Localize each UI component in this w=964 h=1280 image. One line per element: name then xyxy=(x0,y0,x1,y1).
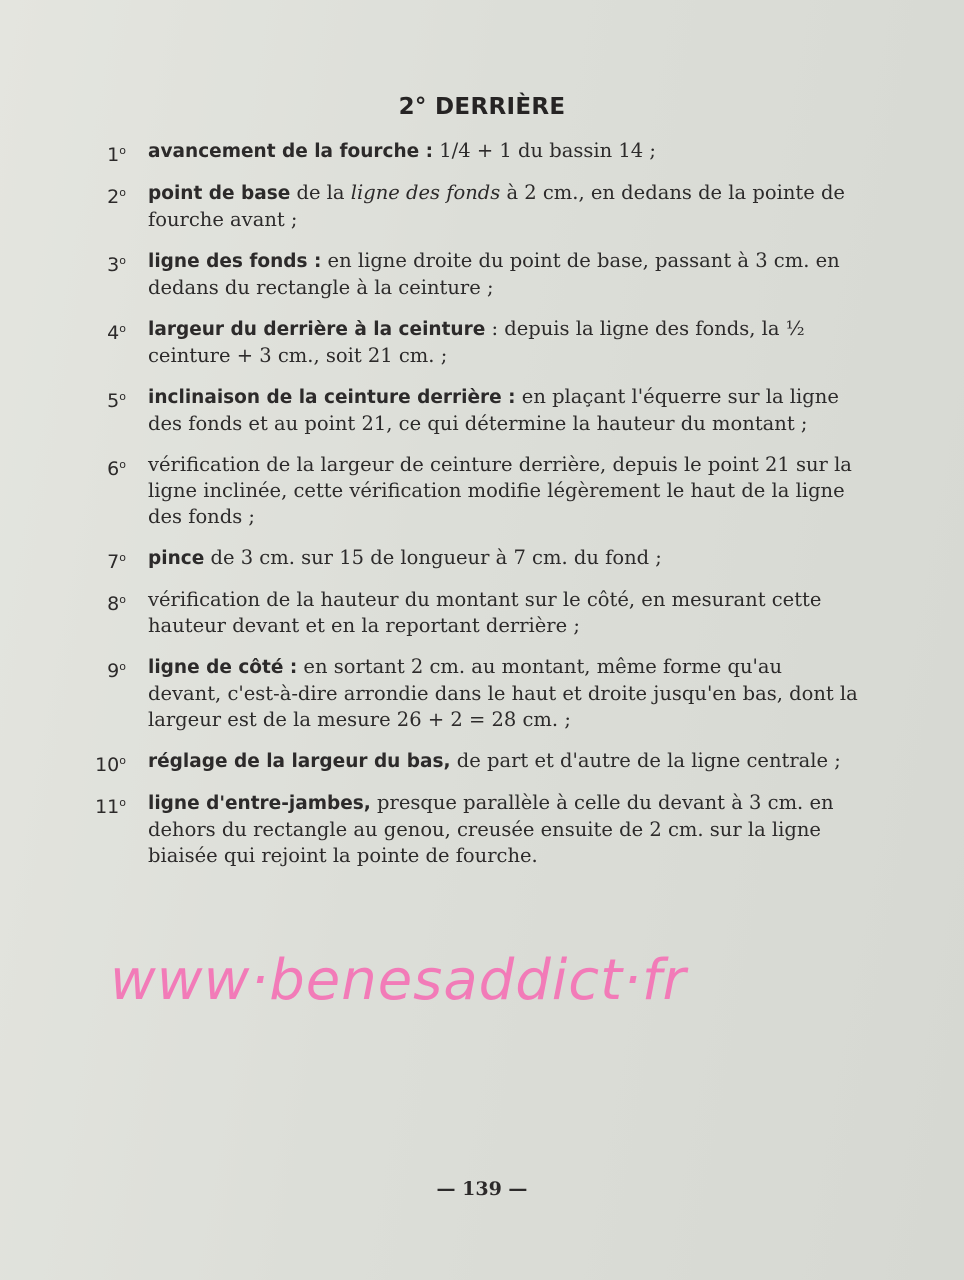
list-item xyxy=(70,545,860,572)
item-text: : depuis la ligne des fonds, la ½ ceinture + 3 cm., soit 21 cm. ; xyxy=(148,317,805,367)
page-number: — 139 — xyxy=(436,1178,528,1200)
item-text: presque parallèle à celle du devant à 3 cm. en dehors du rectangle au genou, creusée ensuite de 2 cm. sur la ligne biaisée qui rejoint la pointe de fourche. xyxy=(148,791,834,867)
item-number: 9$^o$ xyxy=(107,660,126,682)
item-number: 11$^o$ xyxy=(95,796,126,818)
item-number: 1$^o$ xyxy=(107,144,126,166)
item-keyword: ligne des fonds : xyxy=(148,251,322,272)
item-keyword: ligne d'entre-jambes, xyxy=(148,793,371,814)
item-text: en ligne droite du point de base, passant à 3 cm. en dedans du rectangle à la ceinture ; xyxy=(148,249,840,299)
list-item xyxy=(70,180,860,233)
list-item xyxy=(70,654,860,733)
item-number: 8$^o$ xyxy=(107,593,126,615)
list-item xyxy=(70,452,860,530)
list-item xyxy=(70,748,860,775)
list-item xyxy=(70,138,860,165)
item-text: de la xyxy=(290,181,351,204)
item-number: 2$^o$ xyxy=(107,186,126,208)
item-number: 4$^o$ xyxy=(107,322,126,344)
list-item xyxy=(70,384,860,437)
item-text: vérification de la hauteur du montant sur le côté, en mesurant cette hauteur devant et en la reportant derrière ; xyxy=(148,588,822,637)
item-number: 7$^o$ xyxy=(107,551,126,573)
item-text: 1/4 + 1 du bassin 14 ; xyxy=(433,139,656,162)
item-text: à 2 cm., en dedans de la pointe de fourche avant ; xyxy=(148,181,845,231)
list-item xyxy=(70,248,860,301)
item-keyword: pince xyxy=(148,548,205,569)
item-keyword: largeur du derrière à la ceinture xyxy=(148,319,486,340)
item-text: en plaçant l'équerre sur la ligne des fonds et au point 21, ce qui détermine la hauteur du montant ; xyxy=(148,385,839,435)
item-text: de 3 cm. sur 15 de longueur à 7 cm. du fond ; xyxy=(204,546,662,569)
list-item xyxy=(70,587,860,639)
item-number: 5$^o$ xyxy=(107,390,126,412)
section-title: 2° DERRIÈRE xyxy=(398,94,566,120)
item-number: 10$^o$ xyxy=(95,754,126,776)
item-keyword: ligne de côté : xyxy=(148,657,298,678)
item-italic: ligne des fonds xyxy=(350,181,501,204)
item-text: vérification de la largeur de ceinture derrière, depuis le point 21 sur la ligne inclinée, cette vérification modifie légèrement le haut de la ligne des fonds ; xyxy=(148,453,852,528)
list-item xyxy=(70,790,860,869)
item-text: en sortant 2 cm. au montant, même forme qu'au devant, c'est-à-dire arrondie dans le haut et droite jusqu'en bas, dont la largeur est de la mesure 26 + 2 = 28 cm. ; xyxy=(148,655,858,731)
item-keyword: avancement de la fourche : xyxy=(148,141,434,162)
item-number: 6$^o$ xyxy=(107,458,126,480)
instruction-list xyxy=(70,138,860,884)
list-item xyxy=(70,316,860,369)
watermark: www·benesaddict·fr xyxy=(110,948,687,1013)
item-keyword: réglage de la largeur du bas, xyxy=(148,751,451,772)
item-keyword: point de base xyxy=(148,183,291,204)
item-text: de part et d'autre de la ligne centrale ; xyxy=(450,749,841,772)
item-keyword: inclinaison de la ceinture derrière : xyxy=(148,387,516,408)
item-number: 3$^o$ xyxy=(107,254,126,276)
